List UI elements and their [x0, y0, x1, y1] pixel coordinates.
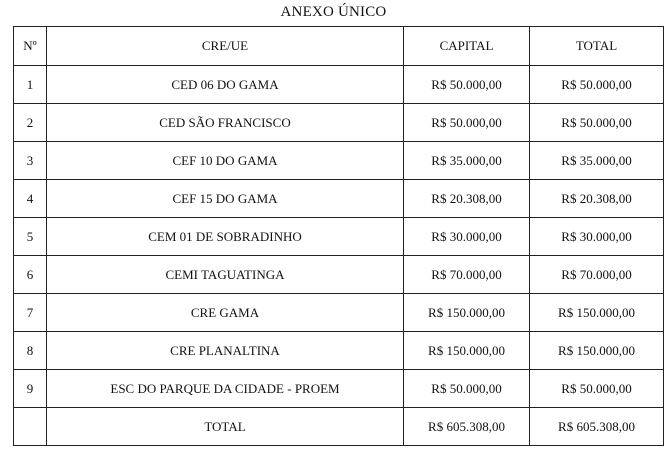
- row-number: 6: [14, 256, 47, 294]
- table-row: [14, 218, 664, 256]
- header-total: TOTAL: [530, 27, 664, 66]
- document-title: ANEXO ÚNICO: [280, 4, 387, 20]
- row-number: 9: [14, 370, 47, 408]
- table-row: [14, 104, 664, 142]
- total-row-number: [14, 408, 47, 446]
- row-capital: R$ 35.000,00: [404, 142, 530, 180]
- row-name: CED 06 DO GAMA: [47, 66, 404, 104]
- table-row: [14, 332, 664, 370]
- row-capital: R$ 70.000,00: [404, 256, 530, 294]
- table-header-row: [14, 27, 664, 66]
- row-capital: R$ 30.000,00: [404, 218, 530, 256]
- row-number: 8: [14, 332, 47, 370]
- row-name: CRE GAMA: [47, 294, 404, 332]
- row-total: R$ 30.000,00: [530, 218, 664, 256]
- row-number: 2: [14, 104, 47, 142]
- table-row: [14, 142, 664, 180]
- row-capital: R$ 20.308,00: [404, 180, 530, 218]
- header-cre-ue: CRE/UE: [47, 27, 404, 66]
- table-row: [14, 66, 664, 104]
- row-number: 5: [14, 218, 47, 256]
- annex-table: [13, 26, 664, 446]
- row-number: 4: [14, 180, 47, 218]
- row-capital: R$ 50.000,00: [404, 104, 530, 142]
- row-total: R$ 70.000,00: [530, 256, 664, 294]
- row-capital: R$ 50.000,00: [404, 66, 530, 104]
- row-name: CEF 10 DO GAMA: [47, 142, 404, 180]
- table-row: [14, 370, 664, 408]
- table-row: [14, 180, 664, 218]
- row-number: 7: [14, 294, 47, 332]
- row-number: 1: [14, 66, 47, 104]
- row-name: CRE PLANALTINA: [47, 332, 404, 370]
- total-row-label: TOTAL: [47, 408, 404, 446]
- total-row-total: R$ 605.308,00: [530, 408, 664, 446]
- row-name: CEMI TAGUATINGA: [47, 256, 404, 294]
- row-total: R$ 35.000,00: [530, 142, 664, 180]
- row-capital: R$ 50.000,00: [404, 370, 530, 408]
- row-name: CEM 01 DE SOBRADINHO: [47, 218, 404, 256]
- header-number: Nº: [14, 27, 47, 66]
- row-capital: R$ 150.000,00: [404, 332, 530, 370]
- header-capital: CAPITAL: [404, 27, 530, 66]
- row-name: CED SÃO FRANCISCO: [47, 104, 404, 142]
- total-row-capital: R$ 605.308,00: [404, 408, 530, 446]
- row-name: ESC DO PARQUE DA CIDADE - PROEM: [47, 370, 404, 408]
- row-name: CEF 15 DO GAMA: [47, 180, 404, 218]
- row-capital: R$ 150.000,00: [404, 294, 530, 332]
- row-total: R$ 150.000,00: [530, 332, 664, 370]
- row-total: R$ 50.000,00: [530, 66, 664, 104]
- row-number: 3: [14, 142, 47, 180]
- row-total: R$ 50.000,00: [530, 370, 664, 408]
- row-total: R$ 50.000,00: [530, 104, 664, 142]
- total-row: [14, 408, 664, 446]
- row-total: R$ 20.308,00: [530, 180, 664, 218]
- table-row: [14, 294, 664, 332]
- table-row: [14, 256, 664, 294]
- row-total: R$ 150.000,00: [530, 294, 664, 332]
